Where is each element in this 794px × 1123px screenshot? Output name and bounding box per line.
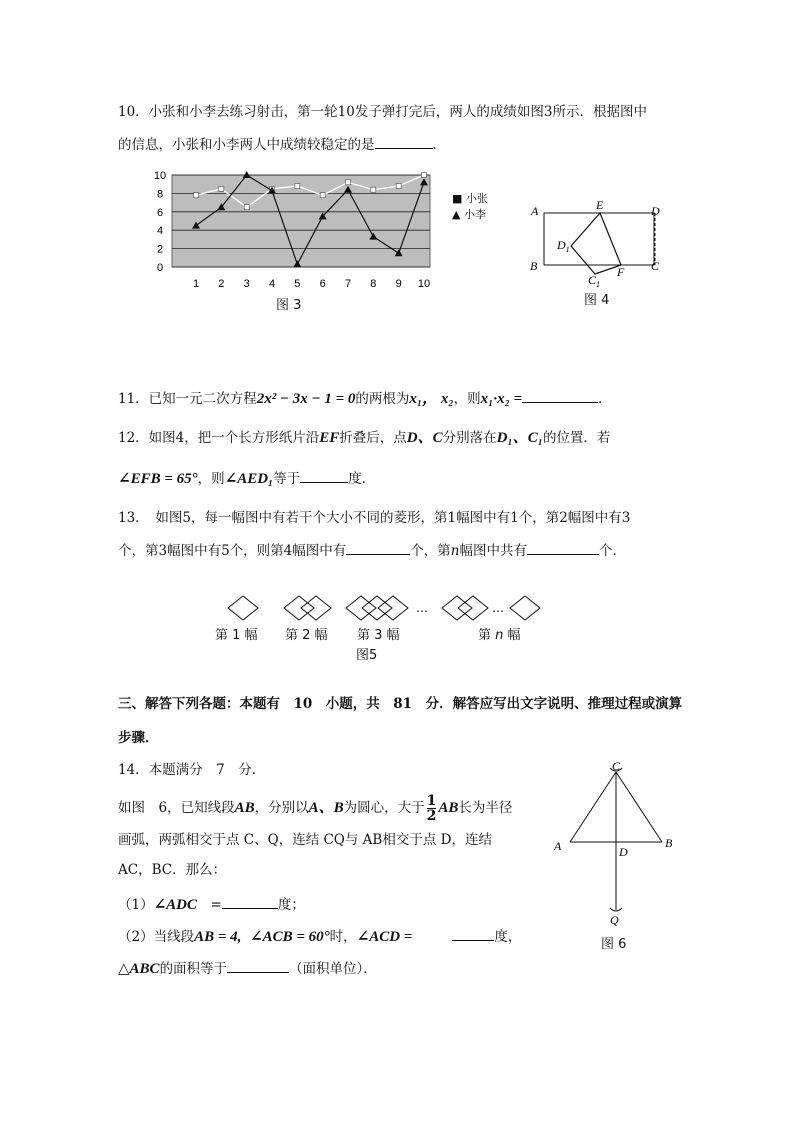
q12-d1c1: D₁、C₁ [496, 430, 543, 446]
y-tick-label: 10 [153, 170, 167, 182]
q13-text: 个，第3幅图中有5个，则第4幅图中有 [118, 543, 347, 559]
q14-text-post: 长为半径 [458, 800, 513, 816]
x-tick-label: 9 [395, 278, 402, 290]
q12-text-mid: 折叠后，点 [339, 430, 407, 446]
q11-expression: x₁·x₂ = [480, 391, 523, 407]
q14-p2-acb: ∠ACB = 60° [250, 929, 330, 945]
section-3-heading-cont: 步骤． [118, 730, 159, 746]
fig4-label-C: C [651, 259, 660, 273]
q14-part3 [118, 958, 377, 979]
q14-a-b: A、B [308, 800, 344, 816]
data-point-zhang [295, 184, 300, 189]
figure-4-caption: 图 4 [584, 293, 610, 308]
q14-fraction-den: 2 [426, 808, 437, 824]
figure-3-caption: 图 3 [276, 298, 302, 313]
figure-5-rhombi [226, 594, 566, 624]
fig4-label-D: D [651, 204, 660, 218]
q12-text: ，则 [197, 471, 225, 487]
q12-ef: EF [319, 430, 340, 446]
y-tick-label: 4 [156, 225, 164, 238]
fig5-label-n [478, 624, 521, 643]
fig5-rhombus [442, 596, 472, 620]
x-tick-label: 1 [192, 278, 200, 290]
fig5-rhombus [362, 596, 392, 620]
fig5-label-1: 第 1 幅 [215, 628, 258, 643]
fig4-label-C1: $C_1$ [588, 273, 601, 289]
fig5-ellipsis-1: … [416, 601, 428, 615]
q14-line2: 画弧，两弧相交于点 C、Q，连结 CQ与 AB相交于点 D，连结 [118, 832, 492, 848]
answer-blank[interactable] [222, 894, 278, 909]
q14-p2-acd: ∠ACD = [356, 929, 413, 945]
q14-p3-triangle: △ABC [118, 961, 160, 977]
fig6-label-Q: Q [610, 913, 619, 927]
q14-p1-post: 度； [277, 897, 305, 913]
legend-li-label: 小李 [463, 208, 486, 221]
q14-line1 [118, 794, 512, 823]
x-tick-label: 10 [417, 278, 431, 290]
fig6-line-cb [616, 772, 662, 842]
answer-blank[interactable] [300, 468, 348, 483]
data-point-zhang [320, 193, 325, 198]
data-point-zhang [346, 180, 351, 185]
q14-text-mid2: 为圆心，大于 [343, 800, 425, 816]
y-tick-label: 8 [156, 188, 164, 201]
q13-text-post: 个． [598, 543, 626, 559]
q14-line3: AC，BC．那么： [118, 862, 227, 878]
data-point-zhang [396, 184, 401, 189]
fig6-label-A: A [554, 839, 562, 853]
q14-text-mid: ，分别以 [254, 800, 309, 816]
fig5-rhombus [346, 596, 376, 620]
x-tick-label: 5 [294, 278, 301, 290]
fig4-label-B: B [530, 259, 538, 273]
fig5-rhombus [510, 596, 540, 620]
figure-3-chart [150, 168, 470, 298]
fig6-label-B: B [665, 836, 673, 850]
fig5-label-n-var: n [495, 628, 504, 643]
answer-blank[interactable] [522, 388, 598, 403]
fig5-rhombus [458, 596, 488, 620]
answer-blank[interactable] [527, 540, 599, 555]
chart-background [172, 175, 430, 267]
x-tick-label: 3 [243, 278, 250, 290]
q12-angle-aed1: ∠AED₁ [224, 471, 274, 487]
q11-end: ． [598, 391, 612, 407]
legend-li [452, 206, 486, 222]
fig5-rhombus [284, 596, 314, 620]
q11-text-mid2: ，则 [453, 391, 481, 407]
data-point-zhang [422, 173, 427, 178]
answer-blank[interactable] [375, 134, 433, 149]
q10-line1: 10．小张和小李去练习射击，第一轮10发子弹打完后，两人的成绩如图3所示．根据图中 [118, 104, 647, 120]
y-tick-label: 6 [156, 206, 164, 219]
q11-text-mid: 的两根为 [355, 391, 410, 407]
q14-p1-pre: （1） [118, 897, 154, 913]
q14-p2-post: 度， [494, 929, 522, 945]
q10-line2-text: 的信息，小张和小李两人中成绩较稳定的是 [118, 137, 375, 153]
q12-text: 12．如图4，把一个长方形纸片沿 [118, 430, 320, 446]
q11-text: 11．已知一元二次方程 [118, 391, 257, 407]
fig4-label-F: F [617, 265, 625, 279]
data-point-zhang [244, 205, 249, 210]
fig5-rhombus [301, 596, 331, 620]
fig5-label-n-post: 幅 [503, 628, 521, 643]
q14-part1 [118, 894, 305, 915]
q11-line [118, 388, 612, 409]
section-3-heading: 三、解答下列各题：本题有 10 小题，共 81 分．解答应写出文字说明、推理过程或演算 [118, 696, 683, 712]
x-tick-label: 6 [319, 278, 326, 290]
answer-blank[interactable] [452, 926, 494, 941]
q13-line1: 13． 如图5，每一幅图中有若干个大小不同的菱形，第1幅图中有1个，第2幅图中有3 [118, 510, 631, 526]
q14-p2-mid: 时， [329, 929, 357, 945]
fig6-label-D: D [619, 845, 628, 859]
q12-line1 [118, 428, 610, 448]
q14-p1-angle: ∠ADC [153, 897, 198, 913]
fig4-label-E: E [596, 198, 604, 212]
q12-text-mid: 等于 [273, 471, 301, 487]
legend-zhang-label: 小张 [465, 192, 488, 205]
q14-p3-post: （面积单位）． [289, 961, 377, 977]
x-tick-label: 7 [344, 278, 352, 290]
legend-triangle-icon: ▲ [452, 208, 461, 221]
q14-part2 [118, 926, 521, 947]
q10-line2 [118, 134, 446, 155]
legend-square-icon: ■ [452, 192, 463, 205]
q13-n: n [450, 543, 460, 559]
fig6-label-C: C [612, 759, 621, 773]
q14-fraction-num: 1 [426, 793, 437, 809]
fig6-line-ca [570, 772, 616, 842]
x-tick-label: 2 [218, 278, 225, 290]
q13-line2 [118, 540, 626, 561]
q14-p3-mid: 的面积等于 [159, 961, 228, 977]
answer-blank[interactable] [346, 540, 410, 555]
q10-line2-end: ． [432, 137, 446, 153]
fig4-label-D1: $D_1$ [557, 238, 570, 254]
q14-ab: AB [234, 800, 255, 816]
q14-p2-ab: AB = 4, [194, 929, 242, 945]
q12-text-post: 度． [348, 471, 376, 487]
y-tick-label: 0 [156, 262, 164, 274]
q13-text-mid2: 幅图中共有 [459, 543, 527, 559]
figure-6-caption: 图 6 [601, 937, 627, 952]
q12-angle-efb: ∠EFB = 65° [118, 471, 198, 487]
fig5-ellipsis-2: … [492, 601, 504, 615]
figure-4-diagram [525, 198, 705, 298]
fig5-rhombus [378, 596, 408, 620]
q14-ab2: AB [438, 800, 459, 816]
y-tick-label: 2 [156, 243, 164, 256]
fig5-label-3: 第 3 幅 [357, 628, 400, 643]
q14-text: 如图 6，已知线段 [118, 800, 235, 816]
data-point-zhang [219, 186, 224, 191]
q12-dc: D、C [406, 430, 443, 446]
q11-roots: x₁， x₂ [409, 391, 454, 407]
data-point-zhang [371, 187, 376, 192]
data-point-zhang [194, 193, 199, 198]
q11-equation: 2x² − 3x − 1 = 0 [256, 391, 356, 407]
fig5-label-n-pre: 第 [478, 628, 496, 643]
legend-zhang [452, 190, 488, 206]
q14-p2-pre: （2）当线段 [118, 929, 195, 945]
fig5-rhombus [228, 596, 258, 620]
answer-blank[interactable] [227, 958, 289, 973]
q13-text-mid: 个，第 [410, 543, 451, 559]
chart-plot-area [154, 170, 430, 290]
figure-5-caption: 图5 [356, 648, 378, 663]
q12-line2 [118, 468, 375, 489]
fig4-label-A: A [531, 204, 539, 218]
figure-6-diagram [550, 760, 690, 930]
q14-p1-eq: = [197, 897, 222, 913]
x-tick-label: 8 [370, 278, 377, 290]
q12-text-post: 的位置．若 [542, 430, 611, 446]
x-tick-label: 4 [268, 278, 276, 290]
q14-head: 14．本题满分 7 分． [118, 762, 266, 778]
fig5-label-2: 第 2 幅 [285, 628, 328, 643]
q12-text-mid2: 分别落在 [442, 430, 497, 446]
q14-fraction [427, 794, 437, 823]
